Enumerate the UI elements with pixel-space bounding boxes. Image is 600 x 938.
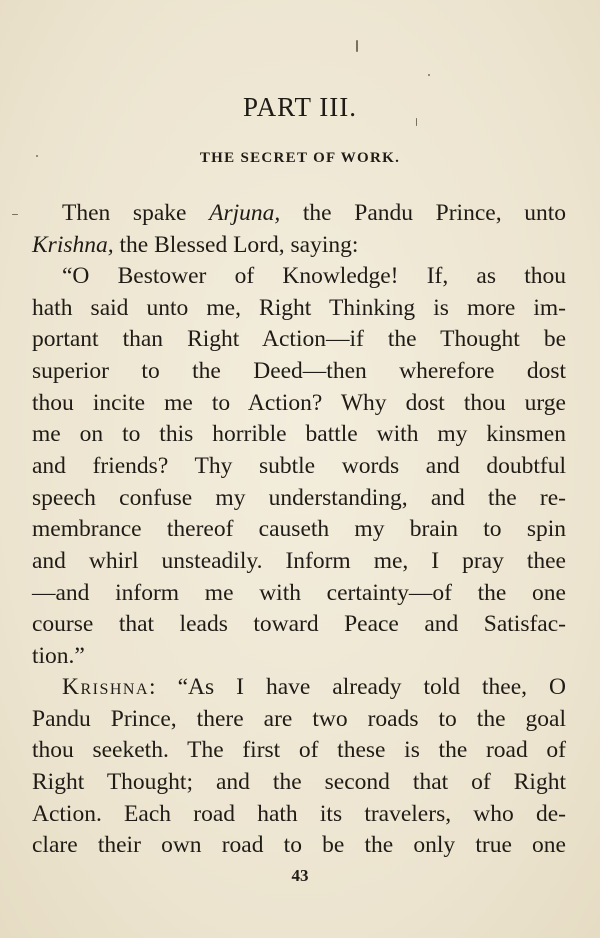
text-line-4: hath said unto me, Right Thinking is more im- bbox=[32, 295, 566, 321]
text-line-8: me on to this horrible battle with my kinsmen bbox=[32, 421, 566, 447]
ink-speck bbox=[356, 40, 358, 52]
text-line-10: speech confuse my understanding, and the re- bbox=[32, 485, 566, 511]
text-line-16: Krishna: “As I have already told thee, O bbox=[62, 674, 566, 700]
text-line-3: “O Bestower of Knowledge! If, as thou bbox=[62, 263, 566, 289]
section-title: THE SECRET OF WORK. bbox=[199, 150, 401, 166]
text-line-7: thou incite me to Action? Why dost thou urge bbox=[32, 390, 566, 416]
page-number: 43 bbox=[291, 866, 309, 885]
text-line-11: membrance thereof causeth my brain to spin bbox=[32, 516, 566, 542]
text-line-5: portant than Right Action—if the Thought be bbox=[32, 326, 566, 352]
text-line-18: thou seeketh. The first of these is the road of bbox=[32, 737, 566, 763]
text-line-17: Pandu Prince, there are two roads to the goal bbox=[32, 706, 566, 732]
text-line-15: tion.” bbox=[32, 643, 85, 669]
text-line-21: clare their own road to be the only true one bbox=[32, 832, 566, 858]
text-line-1: Then spake Arjuna, the Pandu Prince, unto bbox=[62, 200, 566, 226]
text-line-6: superior to the Deed—then wherefore dost bbox=[32, 358, 566, 384]
speaker-name: Krishna bbox=[62, 674, 150, 700]
character-name: Krishna, bbox=[32, 232, 114, 258]
text-line-12: and whirl unsteadily. Inform me, I pray thee bbox=[32, 548, 566, 574]
part-title: PART III. bbox=[243, 92, 357, 122]
text-line-13: —and inform me with certainty—of the one bbox=[32, 580, 566, 606]
text-line-20: Action. Each road hath its travelers, who de- bbox=[32, 801, 566, 827]
text-line-19: Right Thought; and the second that of Right bbox=[32, 769, 566, 795]
ink-speck bbox=[428, 74, 430, 76]
text-line-2: Krishna, the Blessed Lord, saying: bbox=[32, 232, 359, 258]
character-name: Arjuna, bbox=[209, 200, 281, 226]
text-line-14: course that leads toward Peace and Satisfac- bbox=[32, 611, 566, 637]
text-line-9: and friends? Thy subtle words and doubtful bbox=[32, 453, 566, 479]
ink-speck bbox=[12, 214, 18, 215]
